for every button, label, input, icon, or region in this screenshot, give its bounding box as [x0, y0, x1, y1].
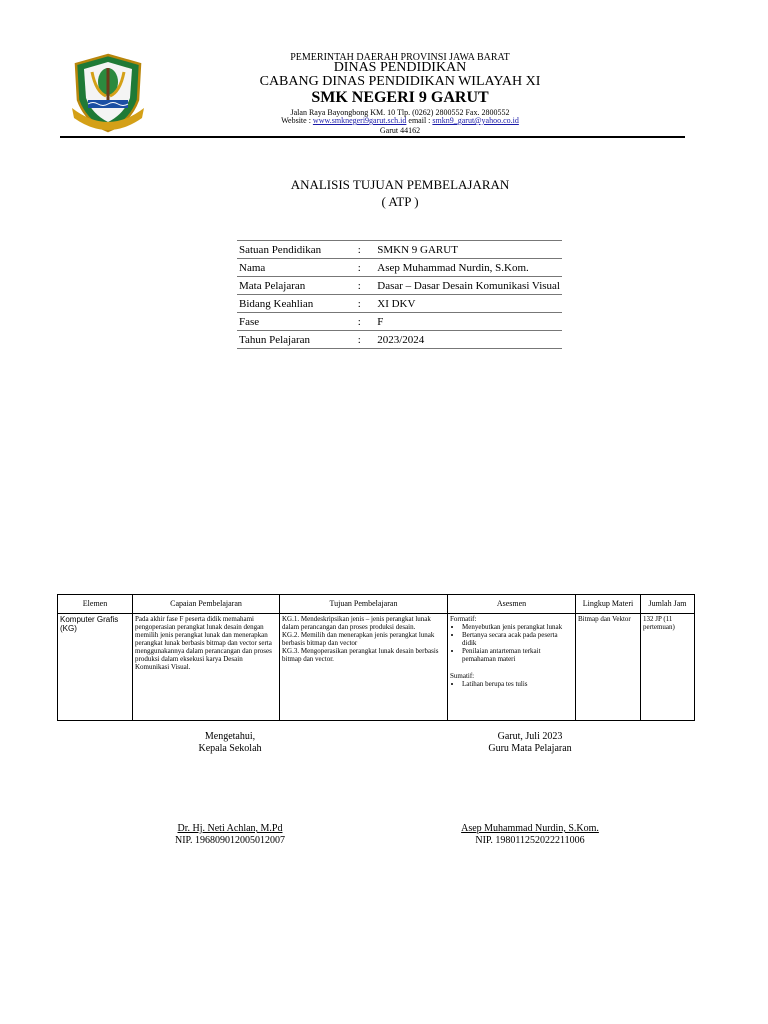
document-title: ANALISIS TUJUAN PEMBELAJARAN: [290, 177, 510, 192]
identity-separator: :: [356, 295, 376, 313]
cell-jam: 132 JP (11 pertemuan): [641, 614, 695, 721]
atp-table: [57, 594, 695, 721]
headmaster-name: Dr. Hj. Neti Achlan, M.Pd: [177, 823, 283, 834]
identity-value: SMKN 9 GARUT: [375, 241, 562, 259]
header-lingkup: Lingkup Materi: [576, 595, 641, 614]
identity-table: [237, 240, 562, 349]
identity-row: [237, 241, 562, 259]
identity-key: Mata Pelajaran: [237, 277, 356, 295]
sumatif-label: Sumatif:: [450, 672, 475, 681]
cell-elemen: Komputer Grafis (KG): [58, 614, 133, 721]
identity-row: [237, 313, 562, 331]
identity-row: [237, 295, 562, 313]
identity-key: Satuan Pendidikan: [237, 241, 356, 259]
cell-capaian: Pada akhir fase F peserta didik memahami pengoperasian perangkat lunak desain dengan memilih jenis perangkat lunak dan menerapkan perangkat lunak berbasis bitmap dan vector serta menggunakannya dalam perancangan dan proses produksi dalam eksekusi karya Desain Komunikasi Visual.: [133, 614, 280, 721]
identity-separator: :: [356, 313, 376, 331]
identity-key: Bidang Keahlian: [237, 295, 356, 313]
identity-row: [237, 331, 562, 349]
province-logo: [70, 52, 146, 134]
tujuan-item: KG.1. Mendeskripsikan jenis – jenis perangkat lunak dalam perancangan dan proses produksi desain.: [282, 615, 431, 632]
header-capaian: Capaian Pembelajaran: [133, 595, 280, 614]
website-label: Website :: [281, 116, 313, 125]
identity-value: XI DKV: [375, 295, 562, 313]
table-header-row: [58, 595, 695, 614]
formatif-item: • Menyebutkan jenis perangkat lunak: [462, 623, 573, 631]
cell-tujuan: [280, 614, 448, 721]
identity-separator: :: [356, 331, 376, 349]
tujuan-item: KG.2. Memilih dan menerapkan jenis perangkat lunak berbasis bitmap dan vector: [282, 631, 435, 648]
header-jam: Jumlah Jam: [641, 595, 695, 614]
header-elemen: Elemen: [58, 595, 133, 614]
school-name: SMK NEGERI 9 GARUT: [311, 89, 489, 106]
letterhead-divider: [60, 136, 685, 138]
letterhead-branch: CABANG DINAS PENDIDIKAN WILAYAH XI: [259, 74, 541, 89]
cell-lingkup: Bitmap dan Vektor: [576, 614, 641, 721]
sig-left-line2: Kepala Sekolah: [198, 743, 262, 754]
identity-separator: :: [356, 259, 376, 277]
sig-right-line1: Garut, Juli 2023: [497, 731, 563, 742]
school-address: Jalan Raya Bayongbong KM. 10 Tlp. (0262) 2800552 Fax. 2800552: [290, 108, 510, 117]
formatif-item: • Penilaian antarteman terkait pemahaman materi: [462, 647, 573, 663]
identity-separator: :: [356, 277, 376, 295]
sumatif-item: • Latihan berupa tes tulis: [462, 680, 573, 688]
formatif-item: • Bertanya secara acak pada peserta didik: [462, 631, 573, 647]
identity-key: Tahun Pelajaran: [237, 331, 356, 349]
school-contact: [200, 116, 600, 125]
identity-value: Dasar – Dasar Desain Komunikasi Visual: [375, 277, 562, 295]
email-link[interactable]: smkn9_garut@yahoo.co.id: [432, 116, 519, 125]
identity-separator: :: [356, 241, 376, 259]
header-asesmen: Asesmen: [448, 595, 576, 614]
sig-right-line2: Guru Mata Pelajaran: [488, 743, 572, 754]
teacher-nip: NIP. 198011252022211006: [475, 835, 585, 846]
identity-row: [237, 259, 562, 277]
identity-key: Nama: [237, 259, 356, 277]
identity-row: [237, 277, 562, 295]
formatif-label: Formatif:: [450, 615, 477, 623]
school-city: Garut 44162: [379, 126, 421, 135]
tujuan-item: KG.3. Mengoperasikan perangkat lunak desain berbasis bitmap dan vector.: [282, 647, 439, 664]
table-row: [58, 614, 695, 721]
identity-key: Fase: [237, 313, 356, 331]
sig-left-line1: Mengetahui,: [204, 731, 256, 742]
letterhead-department: DINAS PENDIDIKAN: [333, 60, 467, 75]
teacher-name: Asep Muhammad Nurdin, S.Kom.: [461, 823, 599, 834]
email-label: email :: [406, 116, 433, 125]
headmaster-nip: NIP. 196809012005012007: [174, 835, 285, 846]
identity-value: Asep Muhammad Nurdin, S.Kom.: [375, 259, 562, 277]
cell-asesmen: [448, 614, 576, 721]
website-link[interactable]: www.smknegeri9garut.sch.id: [312, 116, 407, 125]
identity-value: F: [375, 313, 562, 331]
header-tujuan: Tujuan Pembelajaran: [280, 595, 448, 614]
letterhead-government: PEMERINTAH DAERAH PROVINSI JAWA BARAT: [290, 52, 510, 63]
document-subtitle: ( ATP ): [381, 194, 419, 209]
identity-value: 2023/2024: [375, 331, 562, 349]
